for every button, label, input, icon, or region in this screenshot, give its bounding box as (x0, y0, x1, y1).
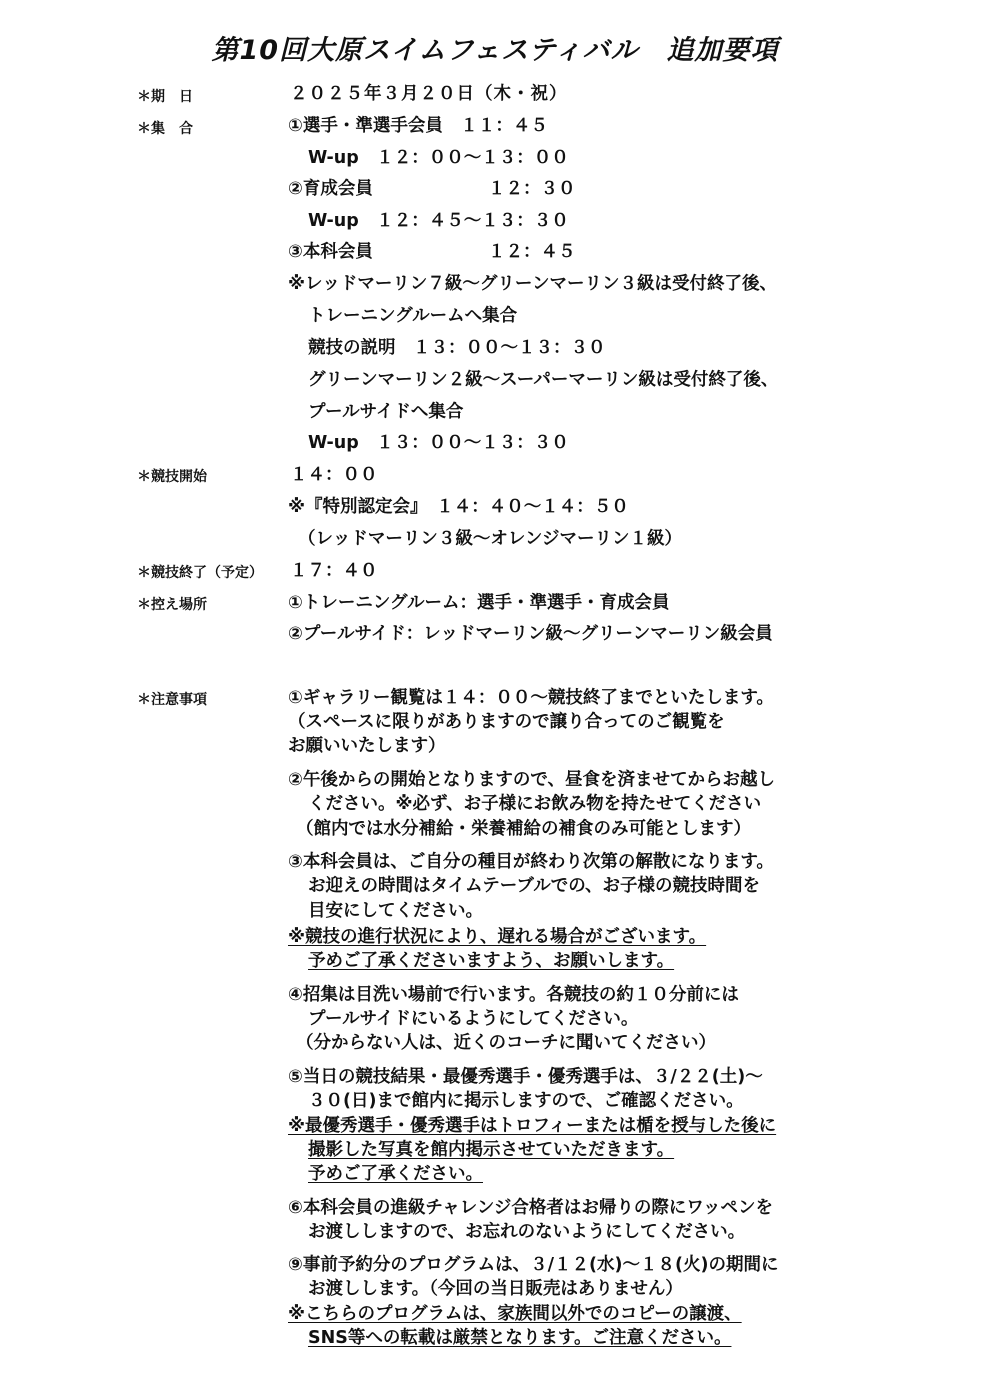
label-end: ＊競技終了（予定） (137, 565, 263, 581)
page-title: 第10回大原スイムフェスティバル 追加要項 (211, 35, 779, 66)
note-2-line-1: ②午後からの開始となりますので、昼食を済ませてからお越し (288, 770, 775, 790)
note-2-line-3: （館内では水分補給・栄養補給の補食のみ可能とします） (296, 819, 751, 839)
note-3-line-2: お迎えの時間はタイムテーブルでの、お子様の競技時間を (308, 876, 761, 896)
note-9-line-3: ※こちらのプログラムは、家族間以外でのコピーの譲渡、 (288, 1304, 742, 1324)
label-start: ＊競技開始 (137, 469, 207, 485)
assembly-line-4: W-up １２：４５～１３：３０ (308, 211, 569, 231)
note-1-line-2: （スペースに限りがありますので譲り合ってのご観覧を (288, 712, 725, 732)
assembly-line-7: トレーニングルームへ集合 (308, 306, 518, 326)
note-6-line-1: ⑥本科会員の進級チャレンジ合格者はお帰りの際にワッペンを (288, 1198, 774, 1218)
label-assembly: ＊集 合 (137, 121, 193, 137)
note-3-line-1: ③本科会員は、ご自分の種目が終わり次第の解散になります。 (288, 852, 774, 872)
note-3-line-4: ※競技の進行状況により、遅れる場合がございます。 (288, 927, 707, 947)
note-5-line-1: ⑤当日の競技結果・最優秀選手・優秀選手は、３/２２(土)～ (288, 1067, 763, 1087)
assembly-line-5a: ③本科会員 (288, 242, 373, 262)
assembly-line-3a: ②育成会員 (288, 179, 373, 199)
note-6-line-2: お渡ししますので、お忘れのないようにしてください。 (308, 1222, 746, 1242)
label-notes: ＊注意事項 (137, 692, 207, 708)
note-5-line-2: ３０(日)まで館内に掲示しますので、ご確認ください。 (308, 1091, 744, 1111)
assembly-line-5b: １２：４５ (488, 242, 576, 262)
assembly-line-8: 競技の説明 １３：００～１３：３０ (308, 338, 606, 358)
special-certification: ※『特別認定会』 １４：４０～１４：５０ (288, 497, 629, 517)
end-time: １７：４０ (290, 561, 378, 581)
note-9-line-2: お渡しします。（今回の当日販売はありません） (308, 1279, 683, 1299)
note-9-line-1: ⑨事前予約分のプログラムは、３/１２(水)～１８(火)の期間に (288, 1255, 779, 1275)
note-2-line-2: ください。※必ず、お子様にお飲み物を持たせてください (308, 794, 762, 814)
note-3-line-5: 予めご了承くださいますよう、お願いします。 (308, 951, 675, 971)
note-5-line-3: ※最優秀選手・優秀選手はトロフィーまたは楯を授与した後に (288, 1116, 777, 1136)
note-4-line-2: プールサイドにいるようにしてください。 (308, 1009, 639, 1029)
assembly-line-3b: １２：３０ (488, 179, 576, 199)
start-time: １４：００ (290, 465, 378, 485)
label-date: ＊期 日 (137, 89, 193, 105)
note-1-line-3: お願いいたします） (288, 736, 446, 756)
note-4-line-3: （分からない人は、近くのコーチに聞いてください） (296, 1033, 716, 1053)
assembly-line-11: W-up １３：００～１３：３０ (308, 433, 569, 453)
note-1-line-1: ①ギャラリー観覧は１４：００～競技終了までといたします。 (288, 688, 774, 708)
note-3-line-3: 目安にしてください。 (308, 901, 483, 921)
note-5-line-5: 予めご了承ください。 (308, 1164, 483, 1184)
note-5-line-4: 撮影した写真を館内掲示させていただきます。 (308, 1140, 675, 1160)
assembly-line-6: ※レッドマーリン７級～グリーンマーリン３級は受付終了後、 (288, 274, 777, 294)
note-9-line-4: SNS等への転載は厳禁となります。ご注意ください。 (308, 1328, 732, 1348)
assembly-line-1: ①選手・準選手会員 １１：４５ (288, 116, 548, 136)
date-value: ２０２５年３月２０日（木・祝） (290, 84, 568, 104)
assembly-line-9: グリーンマーリン２級～スーパーマーリン級は受付終了後、 (308, 370, 779, 390)
waiting-line-2: ②プールサイド：レッドマーリン級～グリーンマーリン級会員 (288, 624, 773, 644)
assembly-line-2: W-up １２：００～１３：００ (308, 148, 569, 168)
assembly-line-10: プールサイドへ集合 (308, 402, 464, 422)
note-4-line-1: ④招集は目洗い場前で行います。各競技の約１０分前には (288, 985, 739, 1005)
waiting-line-1: ①トレーニングルーム：選手・準選手・育成会員 (288, 593, 670, 613)
special-certification-note: （レッドマーリン３級～オレンジマーリン１級） (298, 529, 682, 549)
label-waiting: ＊控え場所 (137, 597, 207, 613)
